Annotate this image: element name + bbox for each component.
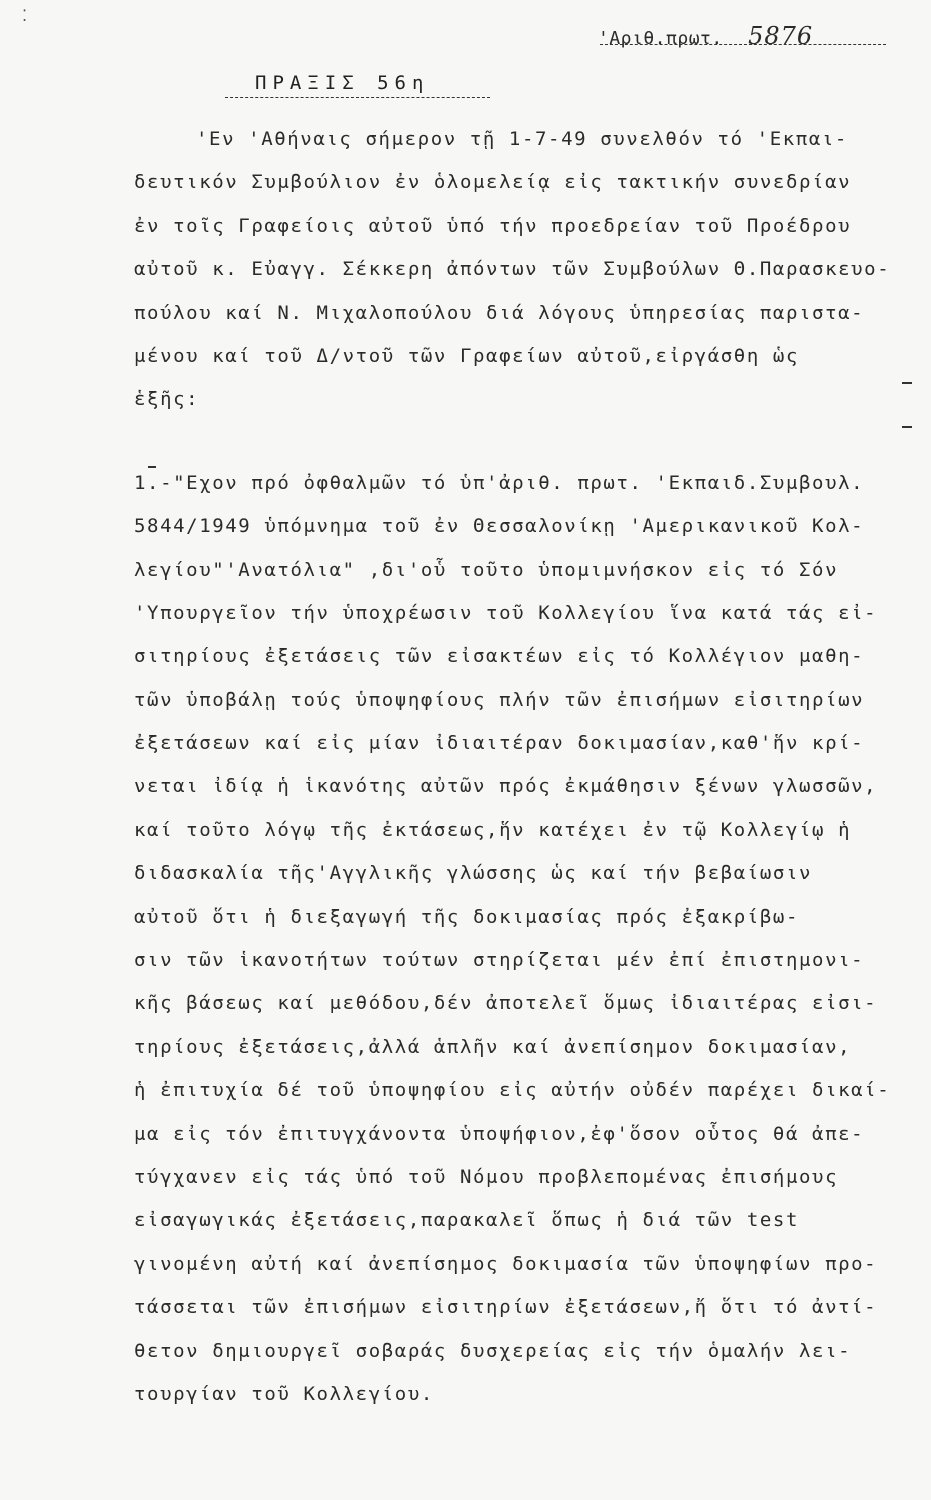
text-line: σιτηρίους ἐξετάσεις τῶν εἰσακτέων εἰς τό Κολλέγιον μαθη- [134,645,865,668]
text-line: ἐξετάσεων καί εἰς μίαν ἰδιαιτέραν δοκιμασίαν,καθ'ἥν κρί- [134,732,865,755]
text-line: εἰσαγωγικάς ἐξετάσεις,παρακαλεῖ ὅπως ἡ διά τῶν test [134,1209,799,1232]
margin-tick [902,426,912,428]
text-line: θετον δημιουργεῖ σοβαράς δυσχερείας εἰς τήν ὁμαλήν λει- [134,1339,852,1362]
text-line: γινομένη αὐτή καί ἀνεπίσημος δοκιμασία τῶν ὑποψηφίων προ- [134,1252,878,1275]
text-line: σιν τῶν ἱκανοτήτων τούτων στηρίζεται μέν ἐπί ἐπιστημονι- [134,949,865,972]
text-line: τηρίους ἐξετάσεις,ἀλλά ἁπλῆν καί ἀνεπίσημον δοκιμασίαν, [134,1035,852,1058]
text-line: πούλου καί Ν. Μιχαλοπούλου διά λόγους ὑπηρεσίας παριστα- [134,301,865,324]
paragraph-item-1 [134,462,896,1417]
text-line: αὐτοῦ κ. Εὐαγγ. Σέκκερη ἀπόντων τῶν Συμβούλων Θ.Παρασκευο- [134,258,891,281]
text-line: 1.-"Εχον πρό ὀφθαλμῶν τό ὑπ'ἀριθ. πρωτ. 'Εκπαιδ.Συμβουλ. [134,471,865,494]
text-line: λεγίου"'Ανατόλια" ,δι'οὗ τοῦτο ὑπομιμνήσκον εἰς τό Σόν [134,558,839,581]
margin-tick [902,382,912,384]
corner-speck: ⁚ [22,6,28,25]
text-line: νεται ἰδίᾳ ἡ ἱκανότης αὐτῶν πρός ἐκμάθησιν ξένων γλωσσῶν, [134,775,878,798]
text-line: τάσσεται τῶν ἐπισήμων εἰσιτηρίων ἐξετάσεων,ἤ ὅτι τό ἀντί- [134,1296,878,1319]
paragraph-gap [134,422,896,462]
text-line: κῆς βάσεως καί μεθόδου,δέν ἀποτελεῖ ὅμως ἰδιαιτέρας εἰσι- [134,992,878,1015]
text-line: τῶν ὑποβάλῃ τούς ὑποψηφίους πλήν τῶν ἐπισήμων εἰσιτηρίων [134,688,865,711]
title-underline [225,97,490,98]
protocol-number: 5876 [748,22,814,50]
text-line: 'Υπουργεῖον τήν ὑποχρέωσιν τοῦ Κολλεγίου ἵνα κατά τάς εἰ- [134,601,878,624]
document-title: ΠΡΑΞΙΣ 56η [255,72,430,94]
text-line: καί τοῦτο λόγῳ τῆς ἐκτάσεως,ἥν κατέχει ἐν τῷ Κολλεγίῳ ἡ [134,818,852,841]
protocol-underline [600,44,886,45]
paragraph-meeting-intro [134,118,896,422]
text-line: τουργίαν τοῦ Κολλεγίου. [134,1382,434,1405]
text-line: 'Εν 'Αθήναις σήμερον τῇ 1-7-49 συνελθόν τό 'Εκπαι- [196,128,848,150]
document-body [134,118,896,1416]
text-line: ἑξῆς: [134,388,200,411]
text-line: ἡ ἐπιτυχία δέ τοῦ ὑποψηφίου εἰς αὐτήν οὐδέν παρέχει δικαί- [134,1079,891,1102]
text-line: τύγχανεν εἰς τάς ὑπό τοῦ Νόμου προβλεπομένας ἐπισήμους [134,1165,839,1188]
text-line: διδασκαλία τῆς'Αγγλικῆς γλώσσης ὡς καί τήν βεβαίωσιν [134,862,813,885]
text-line: μα εἰς τόν ἐπιτυγχάνοντα ὑποψήφιον,ἐφ'ὅσον οὗτος θά ἀπε- [134,1122,865,1145]
text-line: μένου καί τοῦ Δ/ντοῦ τῶν Γραφείων αὐτοῦ,εἰργάσθη ὡς [134,344,799,367]
protocol-label: 'Αριθ.πρωτ. [598,28,723,49]
text-line: αὐτοῦ ὅτι ἡ διεξαγωγή τῆς δοκιμασίας πρός ἐξακρίβω- [134,905,799,928]
text-line: ἐν τοῖς Γραφείοις αὐτοῦ ὑπό τήν προεδρείαν τοῦ Προέδρου [134,214,852,237]
text-line: δευτικόν Συμβούλιον ἐν ὁλομελείᾳ εἰς τακτικήν συνεδρίαν [134,171,852,194]
protocol-number-field [598,22,813,50]
margin-tick [148,466,156,468]
text-line: 5844/1949 ὑπόμνημα τοῦ ἐν Θεσσαλονίκῃ 'Αμερικανικοῦ Κολ- [134,515,865,538]
